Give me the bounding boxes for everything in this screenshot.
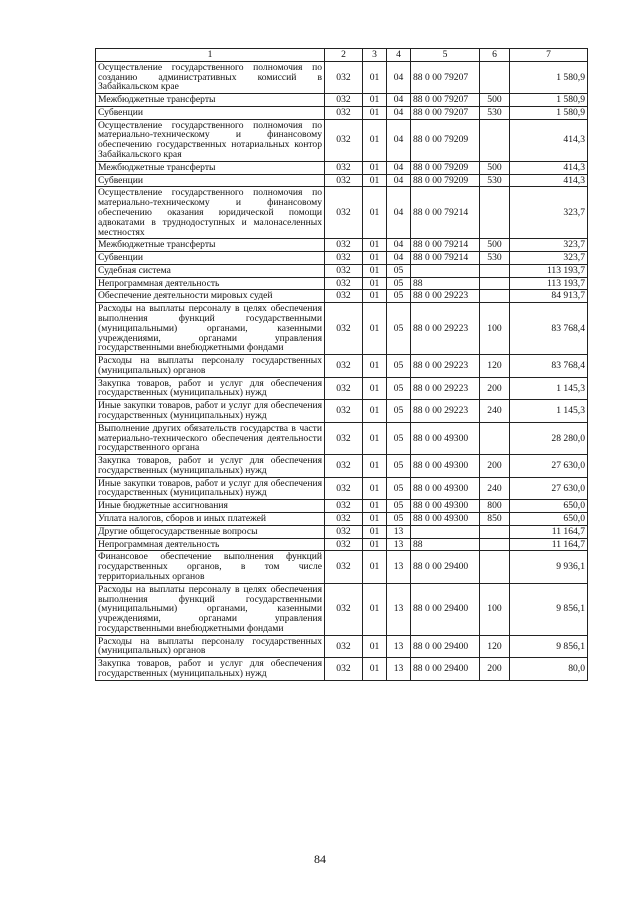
row-amount: 27 630,0: [510, 455, 588, 478]
row-section-code: 01: [363, 635, 387, 658]
row-name: Субвенции: [96, 252, 325, 265]
row-subsection-code: 05: [387, 377, 411, 400]
row-name: Другие общегосударственные вопросы: [96, 525, 325, 538]
row-ministry-code: 032: [325, 303, 363, 355]
row-name: Обеспечение деятельности мировых судей: [96, 290, 325, 303]
row-expense-type: 500: [480, 94, 510, 107]
row-amount: 650,0: [510, 513, 588, 526]
row-section-code: 01: [363, 119, 387, 161]
page-number: 84: [314, 852, 326, 866]
row-expense-type: 200: [480, 658, 510, 681]
row-amount: 113 193,7: [510, 277, 588, 290]
row-target-article: 88 0 00 29400: [411, 583, 480, 635]
row-section-code: 01: [363, 455, 387, 478]
row-name: Судебная система: [96, 264, 325, 277]
table-row: [96, 61, 588, 93]
header-cell: 6: [480, 49, 510, 62]
table-row: [96, 551, 588, 583]
header-cell: 5: [411, 49, 480, 62]
row-target-article: 88 0 00 29223: [411, 400, 480, 423]
table-row: [96, 477, 588, 500]
row-target-article: 88 0 00 79207: [411, 94, 480, 107]
row-expense-type: 800: [480, 500, 510, 513]
row-ministry-code: 032: [325, 106, 363, 119]
row-expense-type: 530: [480, 252, 510, 265]
row-amount: 1 145,3: [510, 377, 588, 400]
row-subsection-code: 05: [387, 500, 411, 513]
budget-table: [95, 48, 588, 681]
table-row: [96, 277, 588, 290]
row-name: Субвенции: [96, 174, 325, 187]
row-name: Закупка товаров, работ и услуг для обеспечения государственных (муниципальных) нужд: [96, 455, 325, 478]
row-target-article: 88 0 00 49300: [411, 513, 480, 526]
table-row: [96, 239, 588, 252]
row-section-code: 01: [363, 187, 387, 239]
table-row: [96, 174, 588, 187]
row-section-code: 01: [363, 551, 387, 583]
row-target-article: 88: [411, 277, 480, 290]
table-row: [96, 264, 588, 277]
table-row: [96, 161, 588, 174]
row-ministry-code: 032: [325, 61, 363, 93]
row-name: Осуществление государственного полномочия по созданию административных комиссий в Забайкальском крае: [96, 61, 325, 93]
table-row: [96, 119, 588, 161]
row-section-code: 01: [363, 583, 387, 635]
row-target-article: 88 0 00 79214: [411, 187, 480, 239]
row-section-code: 01: [363, 161, 387, 174]
row-amount: 27 630,0: [510, 477, 588, 500]
row-amount: 1 580,9: [510, 94, 588, 107]
row-name: Выполнение других обязательств государства в части материально-технического обеспечения деятельности государственного органа: [96, 422, 325, 454]
row-expense-type: [480, 422, 510, 454]
row-name: Закупка товаров, работ и услуг для обеспечения государственных (муниципальных) нужд: [96, 658, 325, 681]
row-amount: 323,7: [510, 187, 588, 239]
row-subsection-code: 04: [387, 106, 411, 119]
row-target-article: 88 0 00 79209: [411, 174, 480, 187]
row-expense-type: 530: [480, 174, 510, 187]
table-row: [96, 635, 588, 658]
row-name: Расходы на выплаты персоналу государственных (муниципальных) органов: [96, 635, 325, 658]
row-expense-type: [480, 525, 510, 538]
row-section-code: 01: [363, 174, 387, 187]
row-name: Финансовое обеспечение выполнения функций государственных органов, в том числе территориальных органов: [96, 551, 325, 583]
table-row: [96, 455, 588, 478]
row-ministry-code: 032: [325, 525, 363, 538]
row-subsection-code: 13: [387, 658, 411, 681]
row-amount: 323,7: [510, 252, 588, 265]
row-subsection-code: 04: [387, 252, 411, 265]
row-expense-type: [480, 538, 510, 551]
row-expense-type: 100: [480, 303, 510, 355]
row-ministry-code: 032: [325, 187, 363, 239]
row-subsection-code: 04: [387, 187, 411, 239]
table-row: [96, 658, 588, 681]
header-cell: 3: [363, 49, 387, 62]
row-amount: 113 193,7: [510, 264, 588, 277]
row-ministry-code: 032: [325, 583, 363, 635]
table-row: [96, 252, 588, 265]
row-subsection-code: 05: [387, 355, 411, 378]
row-name: Межбюджетные трансферты: [96, 161, 325, 174]
row-expense-type: [480, 551, 510, 583]
table-row: [96, 525, 588, 538]
row-amount: 414,3: [510, 174, 588, 187]
row-expense-type: 120: [480, 355, 510, 378]
row-target-article: 88 0 00 49300: [411, 455, 480, 478]
row-expense-type: 500: [480, 161, 510, 174]
row-expense-type: 100: [480, 583, 510, 635]
row-amount: 9 936,1: [510, 551, 588, 583]
row-section-code: 01: [363, 513, 387, 526]
row-name: Осуществление государственного полномочия по материально-техническому и финансовому обеспечению оказания юридической помощи адвокатами в труднодоступных и малонаселенных местностях: [96, 187, 325, 239]
table-row: [96, 187, 588, 239]
row-name: Расходы на выплаты персоналу в целях обеспечения выполнения функций государственными (муниципальными) органами, казенными учреждениями, органами управления государственными внебюджетными фондами: [96, 303, 325, 355]
row-target-article: 88 0 00 79207: [411, 61, 480, 93]
row-subsection-code: 05: [387, 264, 411, 277]
row-subsection-code: 04: [387, 161, 411, 174]
row-section-code: 01: [363, 400, 387, 423]
row-expense-type: 200: [480, 455, 510, 478]
row-ministry-code: 032: [325, 290, 363, 303]
row-subsection-code: 04: [387, 239, 411, 252]
row-ministry-code: 032: [325, 264, 363, 277]
row-ministry-code: 032: [325, 94, 363, 107]
row-subsection-code: 04: [387, 94, 411, 107]
row-section-code: 01: [363, 422, 387, 454]
row-ministry-code: 032: [325, 455, 363, 478]
row-amount: 28 280,0: [510, 422, 588, 454]
row-ministry-code: 032: [325, 119, 363, 161]
row-section-code: 01: [363, 61, 387, 93]
table-row: [96, 513, 588, 526]
row-subsection-code: 05: [387, 513, 411, 526]
row-expense-type: 240: [480, 477, 510, 500]
row-name: Иные бюджетные ассигнования: [96, 500, 325, 513]
row-expense-type: [480, 290, 510, 303]
row-expense-type: 530: [480, 106, 510, 119]
row-expense-type: 120: [480, 635, 510, 658]
table-header-row: [96, 49, 588, 62]
row-target-article: 88 0 00 79214: [411, 239, 480, 252]
row-target-article: 88 0 00 29223: [411, 377, 480, 400]
row-subsection-code: 13: [387, 525, 411, 538]
row-subsection-code: 13: [387, 635, 411, 658]
row-subsection-code: 13: [387, 583, 411, 635]
row-ministry-code: 032: [325, 500, 363, 513]
row-section-code: 01: [363, 239, 387, 252]
table-row: [96, 400, 588, 423]
table-row: [96, 583, 588, 635]
table-row: [96, 355, 588, 378]
row-amount: 1 145,3: [510, 400, 588, 423]
row-ministry-code: 032: [325, 174, 363, 187]
row-subsection-code: 05: [387, 277, 411, 290]
row-amount: 650,0: [510, 500, 588, 513]
header-cell: 1: [96, 49, 325, 62]
row-subsection-code: 13: [387, 551, 411, 583]
row-expense-type: [480, 119, 510, 161]
row-ministry-code: 032: [325, 377, 363, 400]
row-ministry-code: 032: [325, 161, 363, 174]
row-name: Закупка товаров, работ и услуг для обеспечения государственных (муниципальных) нужд: [96, 377, 325, 400]
row-name: Непрограммная деятельность: [96, 538, 325, 551]
row-section-code: 01: [363, 525, 387, 538]
row-name: Межбюджетные трансферты: [96, 239, 325, 252]
row-ministry-code: 032: [325, 551, 363, 583]
row-subsection-code: 13: [387, 538, 411, 551]
table-row: [96, 94, 588, 107]
row-section-code: 01: [363, 377, 387, 400]
row-ministry-code: 032: [325, 477, 363, 500]
header-cell: 2: [325, 49, 363, 62]
row-section-code: 01: [363, 94, 387, 107]
row-expense-type: [480, 264, 510, 277]
row-name: Иные закупки товаров, работ и услуг для обеспечения государственных (муниципальных) нужд: [96, 400, 325, 423]
row-ministry-code: 032: [325, 355, 363, 378]
row-ministry-code: 032: [325, 239, 363, 252]
row-target-article: 88 0 00 49300: [411, 500, 480, 513]
row-section-code: 01: [363, 477, 387, 500]
row-target-article: 88 0 00 29400: [411, 551, 480, 583]
row-expense-type: [480, 277, 510, 290]
row-section-code: 01: [363, 252, 387, 265]
row-subsection-code: 04: [387, 119, 411, 161]
row-name: Расходы на выплаты персоналу государственных (муниципальных) органов: [96, 355, 325, 378]
row-target-article: 88 0 00 79209: [411, 119, 480, 161]
row-subsection-code: 05: [387, 290, 411, 303]
row-section-code: 01: [363, 303, 387, 355]
row-target-article: 88 0 00 79207: [411, 106, 480, 119]
row-expense-type: 200: [480, 377, 510, 400]
row-target-article: 88: [411, 538, 480, 551]
row-target-article: 88 0 00 49300: [411, 477, 480, 500]
table-row: [96, 290, 588, 303]
row-target-article: 88 0 00 79214: [411, 252, 480, 265]
row-amount: 414,3: [510, 161, 588, 174]
row-expense-type: 500: [480, 239, 510, 252]
row-name: Расходы на выплаты персоналу в целях обеспечения выполнения функций государственными (муниципальными) органами, казенными учреждениями, органами управления государственными внебюджетными фондами: [96, 583, 325, 635]
row-amount: 323,7: [510, 239, 588, 252]
row-ministry-code: 032: [325, 538, 363, 551]
row-amount: 9 856,1: [510, 635, 588, 658]
row-ministry-code: 032: [325, 252, 363, 265]
row-target-article: [411, 264, 480, 277]
row-subsection-code: 05: [387, 455, 411, 478]
row-expense-type: [480, 187, 510, 239]
row-amount: 414,3: [510, 119, 588, 161]
row-section-code: 01: [363, 106, 387, 119]
row-amount: 83 768,4: [510, 303, 588, 355]
row-subsection-code: 05: [387, 400, 411, 423]
row-ministry-code: 032: [325, 513, 363, 526]
row-target-article: 88 0 00 29223: [411, 303, 480, 355]
row-subsection-code: 04: [387, 174, 411, 187]
row-name: Уплата налогов, сборов и иных платежей: [96, 513, 325, 526]
row-subsection-code: 05: [387, 477, 411, 500]
header-cell: 4: [387, 49, 411, 62]
header-cell: 7: [510, 49, 588, 62]
row-expense-type: 240: [480, 400, 510, 423]
row-expense-type: [480, 61, 510, 93]
row-target-article: 88 0 00 29223: [411, 290, 480, 303]
row-name: Непрограммная деятельность: [96, 277, 325, 290]
row-section-code: 01: [363, 538, 387, 551]
row-subsection-code: 04: [387, 61, 411, 93]
row-amount: 11 164,7: [510, 538, 588, 551]
row-amount: 80,0: [510, 658, 588, 681]
table-row: [96, 422, 588, 454]
row-section-code: 01: [363, 355, 387, 378]
row-target-article: 88 0 00 49300: [411, 422, 480, 454]
row-amount: 83 768,4: [510, 355, 588, 378]
row-name: Осуществление государственного полномочия по материально-техническому и финансовому обеспечению государственных нотариальных контор Забайкальского края: [96, 119, 325, 161]
row-subsection-code: 05: [387, 422, 411, 454]
table-row: [96, 303, 588, 355]
row-amount: 11 164,7: [510, 525, 588, 538]
table-row: [96, 377, 588, 400]
table-row: [96, 500, 588, 513]
budget-table-body: [96, 49, 588, 681]
row-ministry-code: 032: [325, 422, 363, 454]
row-target-article: 88 0 00 79209: [411, 161, 480, 174]
row-expense-type: 850: [480, 513, 510, 526]
row-ministry-code: 032: [325, 658, 363, 681]
row-ministry-code: 032: [325, 400, 363, 423]
row-section-code: 01: [363, 277, 387, 290]
table-row: [96, 538, 588, 551]
row-amount: 9 856,1: [510, 583, 588, 635]
row-name: Межбюджетные трансферты: [96, 94, 325, 107]
row-ministry-code: 032: [325, 277, 363, 290]
row-amount: 1 580,9: [510, 106, 588, 119]
row-section-code: 01: [363, 264, 387, 277]
table-row: [96, 106, 588, 119]
row-target-article: 88 0 00 29223: [411, 355, 480, 378]
row-target-article: [411, 525, 480, 538]
row-target-article: 88 0 00 29400: [411, 658, 480, 681]
row-amount: 84 913,7: [510, 290, 588, 303]
row-section-code: 01: [363, 658, 387, 681]
row-name: Субвенции: [96, 106, 325, 119]
row-ministry-code: 032: [325, 635, 363, 658]
row-name: Иные закупки товаров, работ и услуг для обеспечения государственных (муниципальных) нужд: [96, 477, 325, 500]
row-subsection-code: 05: [387, 303, 411, 355]
row-amount: 1 580,9: [510, 61, 588, 93]
row-section-code: 01: [363, 500, 387, 513]
row-target-article: 88 0 00 29400: [411, 635, 480, 658]
row-section-code: 01: [363, 290, 387, 303]
